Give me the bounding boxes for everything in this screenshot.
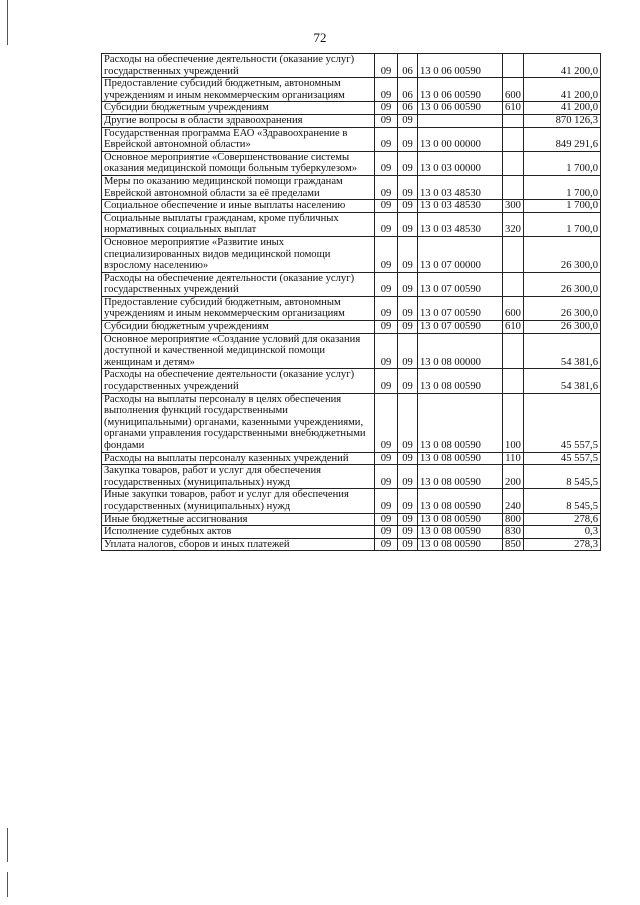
row-name: Расходы на выплаты персоналу в целях обеспечения выполнения функций государственными (муниципальными) органами, казенными учреждениями, органами управления государственными внебюджетными фондами xyxy=(102,393,375,452)
row-subsection: 09 xyxy=(398,465,418,489)
row-section: 09 xyxy=(375,538,398,551)
row-expense-type xyxy=(503,272,524,296)
row-amount: 45 557,5 xyxy=(524,452,601,465)
row-section: 09 xyxy=(375,452,398,465)
row-subsection: 09 xyxy=(398,538,418,551)
row-subsection: 09 xyxy=(398,175,418,199)
row-target-article: 13 0 08 00590 xyxy=(418,393,503,452)
row-name: Субсидии бюджетным учреждениям xyxy=(102,321,375,334)
row-amount: 278,6 xyxy=(524,513,601,526)
row-section: 09 xyxy=(375,200,398,213)
row-section: 09 xyxy=(375,212,398,236)
row-expense-type: 610 xyxy=(503,102,524,115)
row-name: Закупка товаров, работ и услуг для обеспечения государственных (муниципальных) нужд xyxy=(102,465,375,489)
row-expense-type: 850 xyxy=(503,538,524,551)
row-target-article: 13 0 08 00590 xyxy=(418,465,503,489)
table-row xyxy=(102,465,601,489)
row-subsection: 09 xyxy=(398,236,418,272)
table-row xyxy=(102,321,601,334)
row-name: Иные бюджетные ассигнования xyxy=(102,513,375,526)
row-target-article: 13 0 07 00590 xyxy=(418,272,503,296)
row-subsection: 09 xyxy=(398,212,418,236)
row-name: Расходы на обеспечение деятельности (оказание услуг) государственных учреждений xyxy=(102,54,375,78)
row-amount: 26 300,0 xyxy=(524,272,601,296)
row-amount: 8 545,5 xyxy=(524,489,601,513)
row-target-article: 13 0 08 00590 xyxy=(418,538,503,551)
table-row xyxy=(102,393,601,452)
row-name: Предоставление субсидий бюджетным, автономным учреждениям и иным некоммерческим организациям xyxy=(102,296,375,320)
row-expense-type: 240 xyxy=(503,489,524,513)
table-row xyxy=(102,272,601,296)
row-name: Расходы на обеспечение деятельности (оказание услуг) государственных учреждений xyxy=(102,272,375,296)
table-row xyxy=(102,175,601,199)
row-expense-type: 800 xyxy=(503,513,524,526)
table-row xyxy=(102,212,601,236)
row-section: 09 xyxy=(375,102,398,115)
row-target-article: 13 0 06 00590 xyxy=(418,102,503,115)
row-amount: 41 200,0 xyxy=(524,78,601,102)
row-expense-type: 100 xyxy=(503,393,524,452)
row-target-article: 13 0 00 00000 xyxy=(418,127,503,151)
row-expense-type: 110 xyxy=(503,452,524,465)
row-section: 09 xyxy=(375,175,398,199)
row-subsection: 09 xyxy=(398,513,418,526)
row-amount: 278,3 xyxy=(524,538,601,551)
row-name: Предоставление субсидий бюджетным, автономным учреждениям и иным некоммерческим организациям xyxy=(102,78,375,102)
row-target-article: 13 0 08 00590 xyxy=(418,513,503,526)
table-row xyxy=(102,538,601,551)
row-amount: 1 700,0 xyxy=(524,151,601,175)
row-amount: 41 200,0 xyxy=(524,54,601,78)
row-subsection: 09 xyxy=(398,151,418,175)
row-expense-type: 300 xyxy=(503,200,524,213)
row-subsection: 09 xyxy=(398,526,418,539)
row-target-article: 13 0 03 48530 xyxy=(418,212,503,236)
row-section: 09 xyxy=(375,513,398,526)
table-row xyxy=(102,369,601,393)
table-row xyxy=(102,236,601,272)
row-name: Государственная программа ЕАО «Здравоохранение в Еврейской автономной области» xyxy=(102,127,375,151)
table-row xyxy=(102,54,601,78)
row-subsection: 09 xyxy=(398,489,418,513)
row-section: 09 xyxy=(375,236,398,272)
table-row xyxy=(102,333,601,369)
budget-table-body xyxy=(102,54,601,551)
table-row xyxy=(102,151,601,175)
row-subsection: 09 xyxy=(398,369,418,393)
row-expense-type: 600 xyxy=(503,296,524,320)
row-section: 09 xyxy=(375,127,398,151)
page-number: 72 xyxy=(313,30,327,45)
row-amount: 849 291,6 xyxy=(524,127,601,151)
row-section: 09 xyxy=(375,296,398,320)
row-target-article: 13 0 07 00590 xyxy=(418,321,503,334)
row-subsection: 09 xyxy=(398,127,418,151)
row-subsection: 06 xyxy=(398,102,418,115)
row-expense-type xyxy=(503,236,524,272)
row-subsection: 09 xyxy=(398,321,418,334)
row-target-article: 13 0 08 00590 xyxy=(418,369,503,393)
row-section: 09 xyxy=(375,54,398,78)
row-expense-type xyxy=(503,127,524,151)
row-section: 09 xyxy=(375,114,398,127)
table-row xyxy=(102,200,601,213)
table-row xyxy=(102,489,601,513)
row-name: Другие вопросы в области здравоохранения xyxy=(102,114,375,127)
row-section: 09 xyxy=(375,465,398,489)
row-name: Иные закупки товаров, работ и услуг для обеспечения государственных (муниципальных) нужд xyxy=(102,489,375,513)
table-row xyxy=(102,526,601,539)
table-row xyxy=(102,127,601,151)
table-row xyxy=(102,78,601,102)
row-name: Социальное обеспечение и иные выплаты населению xyxy=(102,200,375,213)
row-expense-type xyxy=(503,54,524,78)
table-row xyxy=(102,513,601,526)
row-expense-type: 610 xyxy=(503,321,524,334)
row-subsection: 06 xyxy=(398,78,418,102)
row-subsection: 09 xyxy=(398,393,418,452)
budget-table xyxy=(101,53,601,551)
table-row xyxy=(102,114,601,127)
row-target-article: 13 0 03 48530 xyxy=(418,200,503,213)
row-name: Уплата налогов, сборов и иных платежей xyxy=(102,538,375,551)
row-target-article: 13 0 08 00590 xyxy=(418,452,503,465)
table-row xyxy=(102,102,601,115)
row-expense-type xyxy=(503,175,524,199)
row-section: 09 xyxy=(375,272,398,296)
row-section: 09 xyxy=(375,151,398,175)
row-name: Исполнение судебных актов xyxy=(102,526,375,539)
row-expense-type: 320 xyxy=(503,212,524,236)
row-amount: 41 200,0 xyxy=(524,102,601,115)
row-target-article: 13 0 03 48530 xyxy=(418,175,503,199)
row-name: Социальные выплаты гражданам, кроме публичных нормативных социальных выплат xyxy=(102,212,375,236)
table-row xyxy=(102,452,601,465)
row-amount: 26 300,0 xyxy=(524,321,601,334)
row-name: Основное мероприятие «Совершенствование системы оказания медицинской помощи больным туберкулезом» xyxy=(102,151,375,175)
row-name: Расходы на выплаты персоналу казенных учреждений xyxy=(102,452,375,465)
row-name: Расходы на обеспечение деятельности (оказание услуг) государственных учреждений xyxy=(102,369,375,393)
margin-line-top xyxy=(7,0,8,45)
row-target-article: 13 0 07 00590 xyxy=(418,296,503,320)
row-amount: 45 557,5 xyxy=(524,393,601,452)
row-subsection: 06 xyxy=(398,54,418,78)
row-amount: 54 381,6 xyxy=(524,369,601,393)
row-amount: 0,3 xyxy=(524,526,601,539)
row-section: 09 xyxy=(375,393,398,452)
row-amount: 1 700,0 xyxy=(524,212,601,236)
row-target-article: 13 0 08 00590 xyxy=(418,489,503,513)
row-subsection: 09 xyxy=(398,452,418,465)
row-expense-type xyxy=(503,333,524,369)
row-subsection: 09 xyxy=(398,272,418,296)
row-section: 09 xyxy=(375,489,398,513)
row-section: 09 xyxy=(375,321,398,334)
row-amount: 54 381,6 xyxy=(524,333,601,369)
row-amount: 8 545,5 xyxy=(524,465,601,489)
row-expense-type: 200 xyxy=(503,465,524,489)
row-name: Основное мероприятие «Развитие иных специализированных видов медицинской помощи взрослому населению» xyxy=(102,236,375,272)
row-subsection: 09 xyxy=(398,114,418,127)
row-target-article: 13 0 08 00590 xyxy=(418,526,503,539)
row-target-article: 13 0 08 00000 xyxy=(418,333,503,369)
row-amount: 870 126,3 xyxy=(524,114,601,127)
row-target-article: 13 0 06 00590 xyxy=(418,54,503,78)
row-subsection: 09 xyxy=(398,333,418,369)
row-target-article xyxy=(418,114,503,127)
table-row xyxy=(102,296,601,320)
row-amount: 26 300,0 xyxy=(524,236,601,272)
row-name: Меры по оказанию медицинской помощи гражданам Еврейской автономной области за её пределами xyxy=(102,175,375,199)
row-subsection: 09 xyxy=(398,200,418,213)
row-section: 09 xyxy=(375,526,398,539)
row-section: 09 xyxy=(375,78,398,102)
row-section: 09 xyxy=(375,333,398,369)
row-expense-type xyxy=(503,114,524,127)
row-expense-type xyxy=(503,151,524,175)
row-target-article: 13 0 06 00590 xyxy=(418,78,503,102)
row-subsection: 09 xyxy=(398,296,418,320)
row-amount: 1 700,0 xyxy=(524,175,601,199)
row-expense-type: 600 xyxy=(503,78,524,102)
row-expense-type: 830 xyxy=(503,526,524,539)
row-name: Основное мероприятие «Создание условий для оказания доступной и качественной медицинской помощи женщинам и детям» xyxy=(102,333,375,369)
margin-line-bottom xyxy=(7,872,8,897)
margin-line-mid xyxy=(7,828,8,862)
row-amount: 26 300,0 xyxy=(524,296,601,320)
row-target-article: 13 0 03 00000 xyxy=(418,151,503,175)
row-target-article: 13 0 07 00000 xyxy=(418,236,503,272)
row-expense-type xyxy=(503,369,524,393)
row-name: Субсидии бюджетным учреждениям xyxy=(102,102,375,115)
row-amount: 1 700,0 xyxy=(524,200,601,213)
row-section: 09 xyxy=(375,369,398,393)
